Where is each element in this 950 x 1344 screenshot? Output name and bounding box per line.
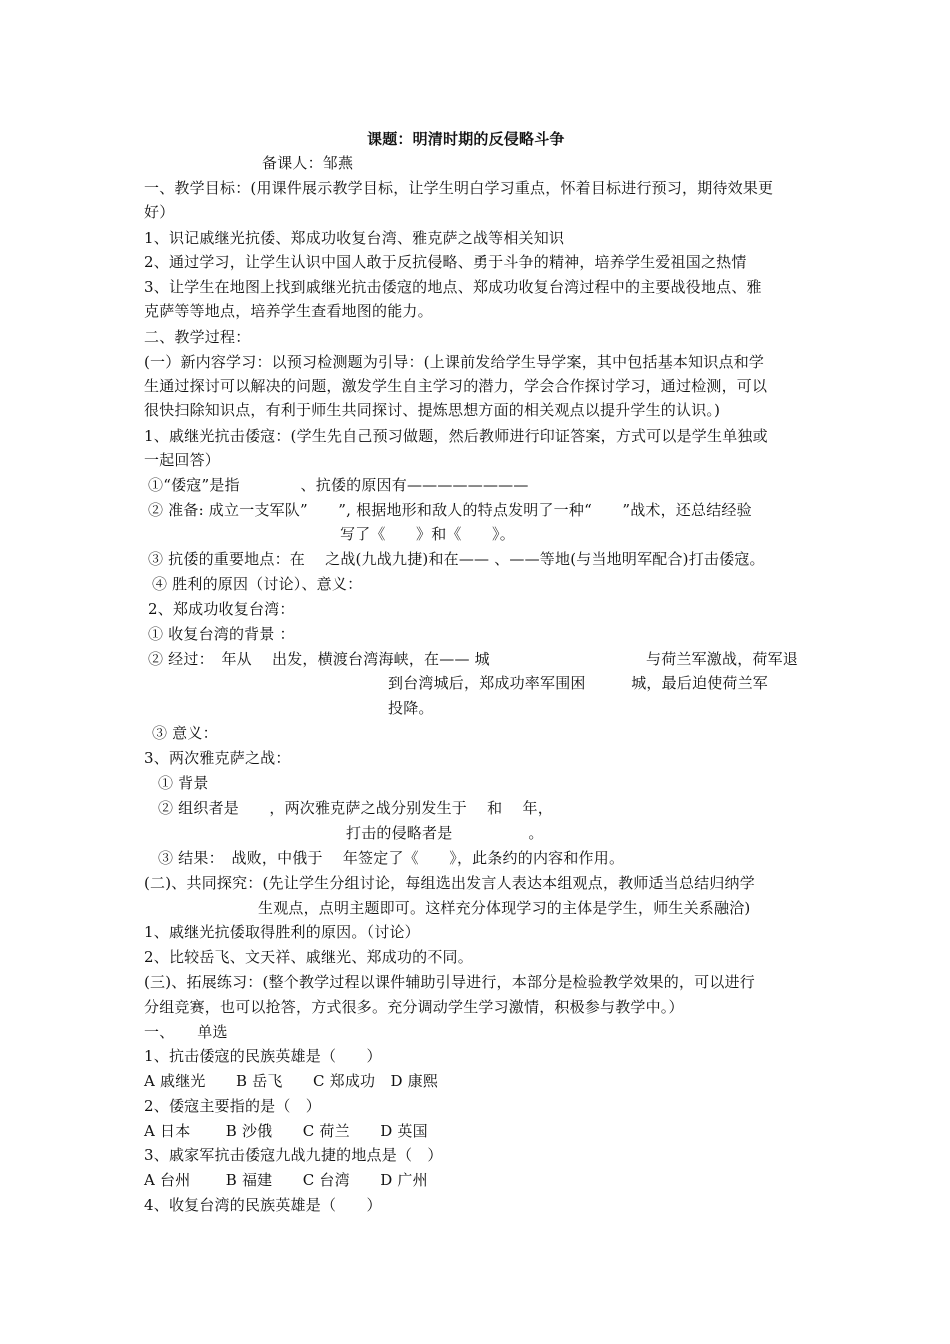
question-item: ③ 抗倭的重要地点：在 之战(九战九捷)和在—— 、——等地(与当地明军配合)打击倭寇。 [148, 550, 765, 568]
goal-item: 2、通过学习，让学生认识中国人敢于反抗侵略、勇于斗争的精神，培养学生爱祖国之热情 [144, 253, 747, 271]
question-item: 1、戚继光抗倭取得胜利的原因。（讨论） [144, 923, 420, 941]
question-item-right: 与荷兰军激战，荷军退 [646, 650, 799, 668]
goals-heading: 一、教学目标：(用课件展示教学目标，让学生明白学习重点，怀着目标进行预习，期待效果更 [144, 179, 774, 197]
paragraph: 很快扫除知识点，有利于师生共同探讨、提炼思想方面的相关观点以提升学生的认识。) [144, 401, 721, 419]
paragraph-cont: 生观点，点明主题即可。这样充分体现学习的主体是学生，师生关系融洽) [258, 899, 751, 917]
paragraph: 分组竞赛，也可以抢答，方式很多。充分调动学生学习激情，积极参与教学中。） [144, 998, 684, 1016]
question-item: ② 准备: 成立一支军队” ”, 根据地形和敌人的特点发明了一种“ ”战术，还总结经验 [148, 501, 752, 519]
topic-heading-cont: 一起回答） [144, 451, 221, 469]
question-item: ③ 结果： 战败，中俄于 年签定了《 》，此条约的内容和作用。 [158, 849, 625, 867]
mc-question: 1、抗击倭寇的民族英雄是（ ） [144, 1047, 382, 1065]
topic-heading: 2、郑成功收复台湾： [148, 600, 295, 618]
process-heading: 二、教学过程： [144, 328, 251, 346]
question-item-cont: 到台湾城后，郑成功率军围困 城，最后迫使荷兰军 [388, 674, 769, 692]
author-line: 备课人：邹燕 [262, 154, 354, 172]
question-item-cont: 打击的侵略者是 。 [346, 824, 544, 842]
page-title: 课题：明清时期的反侵略斗争 [367, 130, 565, 148]
topic-heading: 3、两次雅克萨之战： [144, 749, 291, 767]
goal-item-cont: 克萨等等地点，培养学生查看地图的能力。 [144, 302, 433, 320]
question-item-cont: 投降。 [388, 699, 434, 717]
goal-item: 3、让学生在地图上找到戚继光抗击倭寇的地点、郑成功收复台湾过程中的主要战役地点、雅 [144, 278, 762, 296]
paragraph: (三)、拓展练习：(整个教学过程以课件辅助引导进行，本部分是检验教学效果的，可以进行 [144, 973, 755, 991]
topic-heading: 1、戚继光抗击倭寇：(学生先自己预习做题，然后教师进行印证答案，方式可以是学生单独或 [144, 427, 768, 445]
question-item: ①“倭寇”是指 、抗倭的原因有———————— [148, 476, 529, 494]
question-item: ① 背景 [158, 774, 209, 792]
section-heading: 一、 单选 [144, 1023, 228, 1041]
paragraph: 生通过探讨可以解决的问题，激发学生自主学习的潜力，学会合作探讨学习，通过检测，可以 [144, 377, 768, 395]
question-item: ② 经过： 年从 出发，横渡台湾海峡，在—— 城 [148, 650, 490, 668]
mc-options: A 日本 B 沙俄 C 荷兰 D 英国 [144, 1122, 428, 1140]
question-item: ③ 意义： [152, 724, 218, 742]
paragraph: (一）新内容学习：以预习检测题为引导：(上课前发给学生导学案，其中包括基本知识点和学 [144, 353, 765, 371]
goals-heading-cont: 好） [144, 203, 175, 221]
goal-item: 1、识记戚继光抗倭、郑成功收复台湾、雅克萨之战等相关知识 [144, 229, 565, 247]
question-item: ④ 胜利的原因（讨论）、意义： [152, 575, 363, 593]
question-item: 2、比较岳飞、文天祥、戚继光、郑成功的不同。 [144, 948, 473, 966]
paragraph: (二)、共同探究：(先让学生分组讨论，每组选出发言人表达本组观点，教师适当总结归纳学 [144, 874, 755, 892]
question-item-cont: 写了《 》和《 》。 [340, 525, 515, 543]
mc-question: 4、收复台湾的民族英雄是（ ） [144, 1196, 382, 1214]
mc-question: 3、戚家军抗击倭寇九战九捷的地点是（ ） [144, 1146, 443, 1164]
mc-options: A 戚继光 B 岳飞 C 郑成功 D 康熙 [144, 1072, 439, 1090]
question-item: ② 组织者是 ，两次雅克萨之战分别发生于 和 年， [158, 799, 553, 817]
question-item: ① 收复台湾的背景 ： [148, 625, 295, 643]
mc-options: A 台州 B 福建 C 台湾 D 广州 [144, 1171, 428, 1189]
mc-question: 2、倭寇主要指的是（ ） [144, 1097, 321, 1115]
